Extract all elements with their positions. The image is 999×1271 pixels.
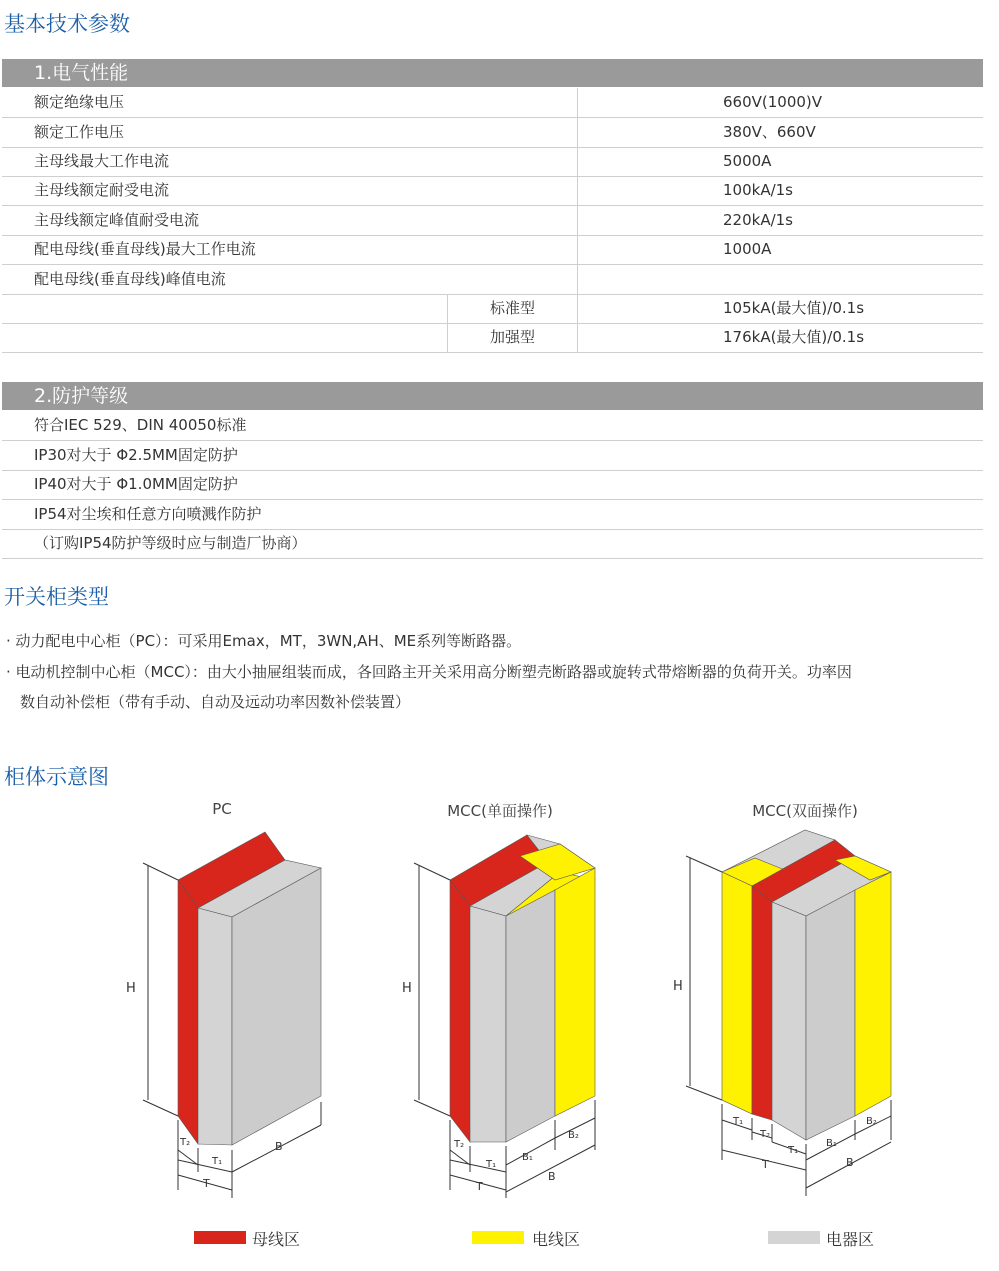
subrow-value: 176kA(最大值)/0.1s [723, 328, 865, 346]
param-value: 100kA/1s [723, 181, 793, 199]
protection-item: 符合IEC 529、DIN 40050标准 [34, 416, 247, 434]
legend-label-cable: 电线区 [532, 1230, 581, 1249]
param-label: 主母线额定峰值耐受电流 [34, 211, 200, 229]
param-label: 额定工作电压 [34, 123, 125, 141]
column-divider [577, 88, 578, 353]
mcc2-h-label: H [673, 979, 683, 994]
mcc2-b1-label: B₁ [826, 1138, 837, 1149]
mcc2-t1b-label: T₁ [788, 1145, 799, 1156]
table-row [2, 529, 983, 559]
param-label: 主母线额定耐受电流 [34, 181, 170, 199]
bullet-mcc-cont: 数自动补偿柜（带有手动、自动及远动功率因数补偿装置） [20, 693, 411, 711]
table-row [2, 118, 983, 148]
mcc1-b-label: B [548, 1170, 556, 1183]
bullet-pc: · 动力配电中心柜（PC）：可采用Emax，MT，3WN,AH、ME系列等断路器。 [6, 632, 522, 650]
protection-item: IP30对大于 Φ2.5MM固定防护 [34, 446, 238, 464]
mcc1-t-label: T [476, 1180, 483, 1193]
electrical-header: 1.电气性能 [2, 59, 983, 87]
table-row [2, 176, 983, 206]
diagram-caption-mcc-double: MCC(双面操作) [752, 802, 858, 820]
mcc2-t2-label: T₂ [760, 1129, 771, 1140]
diagram-caption-pc: PC [212, 800, 232, 818]
legend-swatch-device [768, 1231, 820, 1244]
table-row [2, 470, 983, 500]
param-value: 380V、660V [723, 123, 816, 141]
mcc1-b1-label: B₁ [522, 1152, 533, 1163]
table-subrow [2, 323, 983, 353]
column-divider [447, 294, 448, 353]
protection-item: IP40对大于 Φ1.0MM固定防护 [34, 475, 238, 493]
table-row [2, 411, 983, 441]
section-title-cabinet-types: 开关柜类型 [4, 585, 109, 609]
mcc2-b-label: B [846, 1156, 854, 1169]
param-value: 660V(1000)V [723, 93, 823, 111]
param-value: 1000A [723, 240, 772, 258]
legend-label-device: 电器区 [826, 1230, 875, 1249]
legend-swatch-busbar [194, 1231, 246, 1244]
table-row [2, 88, 983, 118]
mcc-double-cabinet [686, 830, 891, 1196]
mcc1-t2-label: T₂ [454, 1139, 465, 1150]
legend-label-busbar: 母线区 [252, 1230, 301, 1249]
mcc-single-cabinet [414, 835, 595, 1198]
mcc1-t1-label: T₁ [486, 1159, 497, 1170]
cabinet-diagrams [0, 820, 999, 1200]
table-row [2, 206, 983, 236]
pc-b-label: B [275, 1140, 283, 1153]
subrow-type: 标准型 [489, 299, 535, 317]
protection-header: 2.防护等级 [2, 382, 983, 410]
param-label: 配电母线(垂直母线)峰值电流 [34, 270, 226, 288]
mcc1-h-label: H [402, 981, 412, 996]
legend-swatch-cable [472, 1231, 524, 1244]
pc-h-label: H [126, 981, 136, 996]
diagram-caption-mcc-single: MCC(单面操作) [447, 802, 553, 820]
mcc2-t1a-label: T₁ [733, 1116, 744, 1127]
mcc2-b2-label: B₂ [866, 1116, 877, 1127]
param-label: 额定绝缘电压 [34, 93, 125, 111]
protection-item: IP54对尘埃和任意方向喷溅作防护 [34, 505, 262, 523]
table-row [2, 265, 983, 295]
table-subrow [2, 294, 983, 324]
pc-t-label: T [203, 1177, 210, 1190]
pc-cabinet [143, 832, 321, 1198]
subrow-type: 加强型 [489, 328, 535, 346]
table-row [2, 500, 983, 530]
section-title-tech-params: 基本技术参数 [4, 12, 130, 36]
table-row [2, 147, 983, 177]
param-label: 配电母线(垂直母线)最大工作电流 [34, 240, 256, 258]
subrow-value: 105kA(最大值)/0.1s [723, 299, 865, 317]
bullet-mcc: · 电动机控制中心柜（MCC）：由大小抽屉组装而成，各回路主开关采用高分断塑壳断路器或旋转式带熔断器的负荷开关。功率因 [6, 663, 852, 681]
param-label: 主母线最大工作电流 [34, 152, 170, 170]
section-title-diagram: 柜体示意图 [4, 765, 109, 789]
table-row [2, 235, 983, 265]
table-row [2, 441, 983, 471]
mcc2-t-label: T [762, 1158, 769, 1171]
pc-t2-label: T₂ [180, 1137, 191, 1148]
param-value: 220kA/1s [723, 211, 793, 229]
mcc1-b2-label: B₂ [568, 1130, 579, 1141]
protection-item: （订购IP54防护等级时应与制造厂协商） [34, 534, 307, 552]
pc-t1-label: T₁ [212, 1156, 223, 1167]
param-value: 5000A [723, 152, 772, 170]
